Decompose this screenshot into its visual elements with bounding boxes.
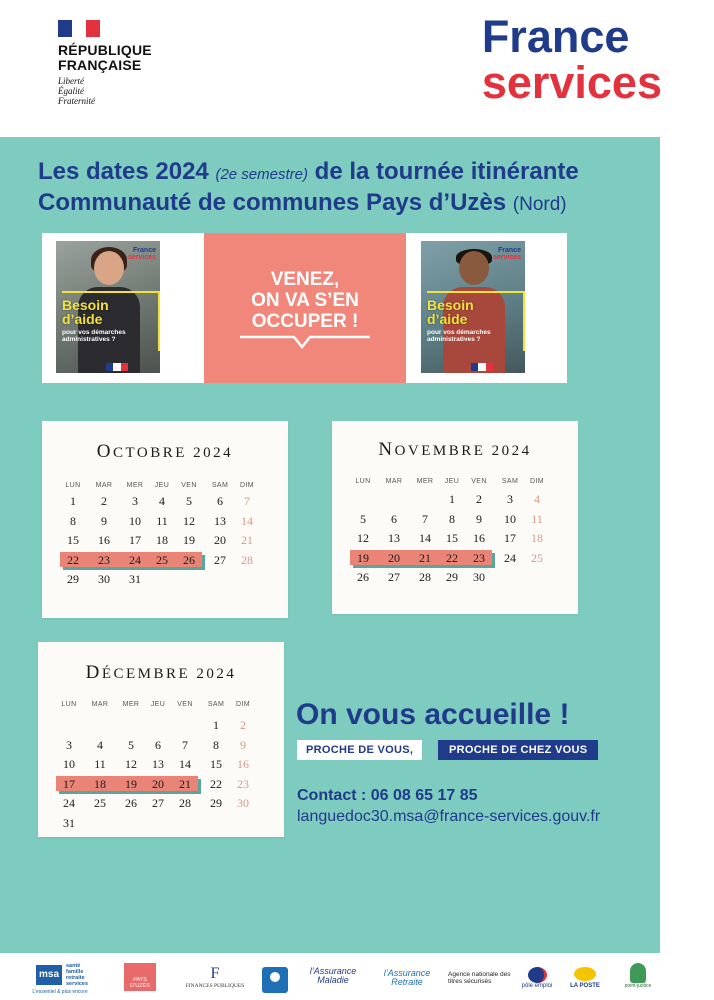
- venez-panel: [204, 233, 406, 383]
- contact-phone[interactable]: Contact : 06 08 65 17 85: [297, 787, 478, 804]
- calendar-day-6: 6: [155, 737, 161, 752]
- calendar-day-21: 21: [419, 550, 431, 565]
- calendar-day-24: 24: [504, 550, 516, 565]
- dow-mar: MAR: [95, 482, 113, 489]
- pole-emploi-icon: [528, 967, 547, 983]
- calendar-day-6: 6: [217, 494, 223, 508]
- besoin-aide-right: Besoin d’aide: [427, 297, 474, 327]
- calendar-day-18: 18: [531, 531, 543, 545]
- msa-text: santé famille retraite services: [66, 963, 89, 987]
- calendar-day-3: 3: [66, 737, 72, 752]
- calendar-day-14: 14: [419, 531, 431, 545]
- dow-dim: DIM: [235, 701, 251, 708]
- photo-card-left: [56, 241, 160, 373]
- title-line1-start: Les dates 2024: [38, 158, 216, 185]
- calendar-day-16: 16: [98, 533, 110, 547]
- calendar-day-20: 20: [152, 776, 164, 791]
- finances-publiques-logo: F FINANCES PUBLIQUES: [185, 965, 245, 989]
- calendar-day-11: 11: [531, 511, 543, 526]
- calendar-title: OCTOBRE 2024: [96, 441, 234, 462]
- france-services-brand: [481, 11, 662, 108]
- msa-logo: msa: [36, 965, 62, 985]
- la-poste-icon: [574, 967, 596, 981]
- motto-egalite: Égalité: [58, 86, 84, 96]
- calendar-day-10: 10: [504, 511, 516, 526]
- republique-motto: [58, 76, 178, 106]
- photo-card-right: [421, 241, 525, 373]
- finances-icon: F: [210, 965, 220, 982]
- calendar-day-29: 29: [67, 572, 79, 586]
- accueil-headline: On vous accueille !: [296, 698, 570, 731]
- la-poste-logo: LA POSTE: [566, 967, 604, 990]
- calendar-day-17: 17: [63, 776, 75, 791]
- dow-sam: SAM: [501, 478, 519, 485]
- calendar-day-2: 2: [101, 494, 107, 508]
- calendar-day-19: 19: [125, 776, 137, 791]
- mini-brand-right: France services: [492, 247, 521, 261]
- republique-title: [58, 43, 178, 73]
- pole-emploi-logo: pôle emploi: [520, 967, 554, 990]
- calendar-day-25: 25: [156, 552, 168, 567]
- calendar-day-3: 3: [132, 494, 138, 508]
- calendar-day-10: 10: [129, 513, 141, 528]
- calendar-day-31: 31: [63, 815, 75, 830]
- calendar-day-26: 26: [125, 796, 137, 810]
- title-line1-end: de la tournée itinérante: [307, 158, 579, 185]
- calendar-day-1: 1: [449, 492, 455, 506]
- republique-francaise-logo: [58, 20, 178, 106]
- calendar-day-12: 12: [183, 513, 195, 528]
- calendar-day-21: 21: [179, 776, 191, 791]
- calendar-day-27: 27: [388, 570, 400, 584]
- assurance-retraite-logo: l’Assurance Retraite: [383, 968, 431, 987]
- besoin-aide-left: Besoin d’aide: [62, 297, 109, 327]
- title-line2: Communauté de communes Pays d’Uzès: [38, 189, 513, 216]
- title-semester: (2e semestre): [215, 166, 308, 183]
- calendar-day-15: 15: [446, 531, 458, 545]
- calendar-day-4: 4: [159, 494, 165, 508]
- msa-tagline: L’essentiel & plus encore: [32, 989, 88, 995]
- dow-lun: LUN: [355, 478, 371, 485]
- dow-mer: MER: [126, 482, 144, 489]
- calendar-day-22: 22: [67, 552, 79, 567]
- tag-proche-de-chez-vous: PROCHE DE CHEZ VOUS: [438, 740, 598, 760]
- besoin-sub-right: pour vos démarches administratives ?: [427, 329, 491, 343]
- calendar-day-17: 17: [129, 533, 141, 547]
- dow-dim: DIM: [529, 478, 545, 485]
- dow-jeu: JEU: [150, 701, 166, 708]
- title-nord: (Nord): [512, 194, 567, 215]
- point-justice-icon: [630, 963, 646, 983]
- calendar-day-27: 27: [152, 796, 164, 810]
- calendar-day-30: 30: [237, 796, 249, 810]
- calendar-day-26: 26: [357, 570, 369, 584]
- calendar-day-16: 16: [237, 757, 249, 771]
- republique-line2: FRANÇAISE: [58, 57, 142, 73]
- venez-text: VENEZ, ON VA S’EN OCCUPER !: [251, 269, 359, 332]
- calendar-day-12: 12: [125, 757, 137, 771]
- calendar-day-5: 5: [360, 511, 366, 526]
- calendar-day-25: 25: [531, 550, 543, 565]
- caf-logo: [262, 967, 288, 993]
- calendar-day-14: 14: [179, 757, 191, 771]
- mini-brand-left: France services: [127, 247, 156, 261]
- calendar-day-30: 30: [473, 570, 485, 584]
- calendar-day-24: 24: [63, 796, 75, 810]
- brand-france: France: [481, 11, 630, 62]
- dow-jeu: JEU: [154, 482, 170, 489]
- calendar-day-9: 9: [240, 737, 246, 752]
- tag-proche-de-vous: PROCHE DE VOUS,: [297, 740, 422, 760]
- calendar-day-10: 10: [63, 757, 75, 771]
- calendar-day-12: 12: [357, 531, 369, 545]
- calendar-day-11: 11: [156, 513, 168, 528]
- calendar-day-4: 4: [534, 492, 540, 506]
- speech-bubble-icon: [238, 331, 372, 353]
- calendar-day-5: 5: [128, 737, 134, 752]
- assurance-maladie-logo: l’Assurance Maladie: [309, 966, 357, 985]
- calendar-day-21: 21: [241, 533, 253, 547]
- calendar-day-7: 7: [244, 494, 250, 508]
- calendar-decembre: [38, 642, 284, 837]
- motto-liberte: Liberté: [58, 76, 84, 86]
- dow-mar: MAR: [91, 701, 109, 708]
- calendar-day-17: 17: [504, 531, 516, 545]
- mini-flag-icon: [106, 363, 128, 371]
- promo-banner: [42, 233, 567, 383]
- calendar-day-9: 9: [101, 513, 107, 528]
- calendar-day-15: 15: [67, 533, 79, 547]
- calendar-day-18: 18: [156, 533, 168, 547]
- calendar-title: DÉCEMBRE 2024: [85, 662, 237, 683]
- page-title: [38, 158, 658, 219]
- calendar-day-30: 30: [98, 572, 110, 586]
- dow-lun: LUN: [65, 482, 81, 489]
- calendar-day-29: 29: [446, 570, 458, 584]
- calendar-day-9: 9: [476, 511, 482, 526]
- dow-ven: VEN: [471, 478, 487, 485]
- ants-logo: Agence nationale des titres sécurisés: [448, 971, 511, 985]
- calendar-day-15: 15: [210, 757, 222, 771]
- calendar-day-14: 14: [241, 513, 253, 528]
- calendar-day-2: 2: [476, 492, 482, 506]
- dow-ven: VEN: [177, 701, 193, 708]
- brand-services: services: [481, 57, 662, 108]
- calendar-novembre: [332, 421, 578, 614]
- calendar-day-8: 8: [70, 513, 76, 528]
- calendar-day-26: 26: [183, 552, 195, 567]
- calendar-day-20: 20: [388, 550, 400, 565]
- calendar-day-28: 28: [419, 570, 431, 584]
- dow-mar: MAR: [385, 478, 403, 485]
- calendar-day-22: 22: [446, 550, 458, 565]
- calendar-day-6: 6: [391, 511, 397, 526]
- calendar-day-7: 7: [422, 511, 428, 526]
- calendar-day-23: 23: [237, 776, 249, 791]
- calendar-title: NOVEMBRE 2024: [378, 439, 532, 460]
- dow-dim: DIM: [239, 482, 255, 489]
- calendar-day-16: 16: [473, 531, 485, 545]
- point-justice-logo: point-justice: [616, 963, 660, 990]
- dow-sam: SAM: [211, 482, 229, 489]
- partner-logos: [0, 953, 714, 1000]
- french-flag-icon: [58, 20, 100, 37]
- dow-sam: SAM: [207, 701, 225, 708]
- besoin-sub-left: pour vos démarches administratives ?: [62, 329, 126, 343]
- calendar-day-13: 13: [388, 531, 400, 545]
- calendar-day-18: 18: [94, 776, 106, 791]
- calendar-day-24: 24: [129, 552, 141, 567]
- calendar-day-23: 23: [98, 552, 110, 567]
- calendar-day-1: 1: [70, 494, 76, 508]
- pays-uzes-logo: PAYS D’UZÈS: [124, 963, 156, 991]
- calendar-day-22: 22: [210, 776, 222, 791]
- dow-mer: MER: [416, 478, 434, 485]
- dow-lun: LUN: [61, 701, 77, 708]
- dow-mer: MER: [122, 701, 140, 708]
- calendar-day-19: 19: [183, 533, 195, 547]
- calendar-day-11: 11: [94, 757, 106, 771]
- calendar-day-1: 1: [213, 718, 219, 732]
- calendar-day-13: 13: [152, 757, 164, 771]
- mini-flag-icon: [471, 363, 493, 371]
- calendar-day-29: 29: [210, 796, 222, 810]
- calendar-day-28: 28: [179, 796, 191, 810]
- dow-ven: VEN: [181, 482, 197, 489]
- calendar-day-8: 8: [449, 511, 455, 526]
- calendar-day-23: 23: [473, 550, 485, 565]
- calendar-day-13: 13: [214, 513, 226, 528]
- contact-email[interactable]: languedoc30.msa@france-services.gouv.fr: [297, 808, 601, 825]
- calendar-day-28: 28: [241, 552, 253, 567]
- calendar-day-5: 5: [186, 494, 192, 508]
- calendar-day-25: 25: [94, 796, 106, 810]
- calendar-day-20: 20: [214, 533, 226, 547]
- calendar-day-19: 19: [357, 550, 369, 565]
- calendar-day-3: 3: [507, 492, 513, 506]
- motto-fraternite: Fraternité: [58, 96, 95, 106]
- calendar-day-7: 7: [182, 737, 188, 752]
- republique-line1: RÉPUBLIQUE: [58, 42, 152, 58]
- calendar-day-4: 4: [97, 737, 103, 752]
- calendar-octobre: [42, 421, 288, 618]
- calendar-day-2: 2: [240, 718, 246, 732]
- calendar-day-8: 8: [213, 737, 219, 752]
- calendar-day-31: 31: [129, 572, 141, 586]
- dow-jeu: JEU: [444, 478, 460, 485]
- calendar-day-27: 27: [214, 552, 226, 567]
